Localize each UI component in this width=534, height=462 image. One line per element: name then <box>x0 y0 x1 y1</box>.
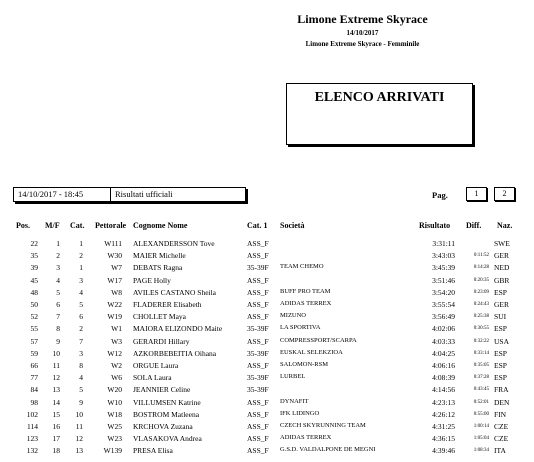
society-cell: LURBEL <box>280 373 306 381</box>
category-cell: ASS_F <box>247 397 269 407</box>
gap-cell: 0:43:45 <box>473 387 489 393</box>
category-cell: ASS_F <box>247 422 269 431</box>
society-cell: SALOMON-RSM <box>280 361 329 368</box>
mf-rank-cell: 2 <box>56 251 60 261</box>
cat-rank-cell: 11 <box>75 422 83 431</box>
race-title: Limone Extreme Skyrace <box>297 12 428 26</box>
position-cell: 39 <box>30 263 38 273</box>
col-pos-header: Pos. <box>16 221 30 230</box>
result-time-cell: 4:36:15 <box>432 434 455 444</box>
athlete-name-cell: JEANNIER Celine <box>133 385 191 395</box>
society-cell: TEAM CHEMO <box>280 263 324 271</box>
page-2-button[interactable]: 2 <box>494 187 515 201</box>
bib-cell: W22 <box>107 300 122 309</box>
society-cell: COMPRESSPORT/SCARPA <box>280 336 357 344</box>
category-cell: 35-39F <box>247 263 269 273</box>
cat-rank-cell: 5 <box>79 300 83 309</box>
page-1-button[interactable]: 1 <box>466 187 487 201</box>
result-time-cell: 4:31:25 <box>432 422 455 431</box>
mf-rank-cell: 15 <box>52 409 60 419</box>
table-row <box>0 312 534 324</box>
table-row <box>0 373 534 385</box>
category-cell: ASS_F <box>247 336 269 346</box>
cat-rank-cell: 12 <box>75 434 83 444</box>
category-cell: ASS_F <box>247 275 269 285</box>
bib-cell: W139 <box>103 446 122 456</box>
society-cell: ADIDAS TERREX <box>280 300 332 307</box>
result-time-cell: 3:31:11 <box>432 239 455 248</box>
cat-rank-cell: 7 <box>79 336 83 346</box>
result-time-cell: 3:43:03 <box>432 251 455 261</box>
cat-rank-cell: 1 <box>79 263 83 273</box>
table-row <box>0 410 534 422</box>
position-cell: 35 <box>30 251 38 261</box>
gap-cell: 0:11:52 <box>473 253 489 259</box>
cat-rank-cell: 13 <box>75 446 83 456</box>
society-cell: G.S.D. VALDALPONE DE MEGNI <box>280 446 376 454</box>
position-cell: 114 <box>27 422 38 431</box>
nationality-cell: NED <box>494 263 510 273</box>
gap-cell: 1:00:14 <box>473 424 489 429</box>
athlete-name-cell: AVILES CASTANO Sheila <box>133 287 217 297</box>
mf-rank-cell: 11 <box>52 361 60 370</box>
mf-rank-cell: 13 <box>52 385 60 395</box>
category-cell: 35-39F <box>247 348 269 358</box>
athlete-name-cell: PAGE Holly <box>133 275 171 285</box>
table-row <box>0 385 534 397</box>
position-cell: 52 <box>30 312 38 322</box>
cat-rank-cell: 4 <box>79 287 83 297</box>
category-cell: 35-39F <box>247 385 269 395</box>
nationality-cell: ITA <box>494 446 506 456</box>
athlete-name-cell: CHOLLET Maya <box>133 312 186 322</box>
gap-cell: 0:55:00 <box>473 411 489 417</box>
table-row <box>0 361 534 373</box>
table-row <box>0 349 534 361</box>
cat-rank-cell: 2 <box>79 324 83 334</box>
result-time-cell: 4:08:39 <box>432 373 455 383</box>
cat-rank-cell: 8 <box>79 361 83 370</box>
category-cell: ASS_F <box>247 300 269 309</box>
bib-cell: W10 <box>107 397 122 407</box>
mf-rank-cell: 5 <box>56 287 60 297</box>
cat-rank-cell: 3 <box>79 275 83 285</box>
society-cell: EUSKAL SELEKZIOA <box>280 348 343 356</box>
athlete-name-cell: PRESA Elisa <box>133 446 173 456</box>
mf-rank-cell: 7 <box>56 312 60 322</box>
race-date: 14/10/2017 <box>346 29 379 37</box>
nationality-cell: ESP <box>494 287 507 297</box>
position-cell: 55 <box>30 324 38 334</box>
position-cell: 59 <box>30 348 38 358</box>
result-time-cell: 4:39:46 <box>432 446 455 456</box>
bib-cell: W3 <box>111 336 122 346</box>
athlete-name-cell: GERARDI Hillary <box>133 336 190 346</box>
position-cell: 57 <box>30 336 38 346</box>
position-cell: 98 <box>30 397 38 407</box>
athlete-name-cell: VLASAKOVA Andrea <box>133 434 202 444</box>
nationality-cell: DEN <box>494 397 510 407</box>
cat-rank-cell: 2 <box>79 251 83 261</box>
status-field: Risultati ufficiali <box>110 187 246 202</box>
bib-cell: W6 <box>111 373 122 383</box>
bib-cell: W19 <box>107 312 122 322</box>
col-name-header: Cognome Nome <box>133 221 188 230</box>
society-cell: CZECH SKYRUNNING TEAM <box>280 422 366 429</box>
table-row <box>0 337 534 349</box>
category-cell: ASS_F <box>247 312 269 322</box>
result-time-cell: 4:23:13 <box>432 397 455 407</box>
category-cell: ASS_F <box>247 239 269 248</box>
nationality-cell: FRA <box>494 385 509 395</box>
bib-cell: W1 <box>111 324 122 334</box>
cat-rank-cell: 4 <box>79 373 83 383</box>
athlete-name-cell: SOLA Laura <box>133 373 172 383</box>
mf-rank-cell: 3 <box>56 263 60 273</box>
category-cell: ASS_F <box>247 287 269 297</box>
position-cell: 84 <box>30 385 38 395</box>
bib-cell: W25 <box>107 422 122 431</box>
page-label: Pag. <box>432 190 448 200</box>
bib-cell: W111 <box>104 239 122 248</box>
athlete-name-cell: ORGUE Laura <box>133 361 179 370</box>
society-cell: BUFF PRO TEAM <box>280 287 331 295</box>
result-time-cell: 4:26:12 <box>432 409 455 419</box>
col-result-header: Risultato <box>419 221 451 230</box>
cat-rank-cell: 1 <box>79 239 83 248</box>
athlete-name-cell: FLADERER Elisabeth <box>133 300 202 309</box>
nationality-cell: ESP <box>494 361 507 370</box>
col-diff-header: Diff. <box>466 221 482 230</box>
category-cell: ASS_F <box>247 361 269 370</box>
table-row <box>0 239 534 251</box>
table-row <box>0 288 534 300</box>
cat-rank-cell: 10 <box>75 409 83 419</box>
table-row <box>0 434 534 446</box>
nationality-cell: SWE <box>494 239 510 248</box>
position-cell: 77 <box>30 373 38 383</box>
result-time-cell: 4:02:06 <box>432 324 455 334</box>
society-cell: IFK LIDINGO <box>280 409 320 417</box>
category-cell: ASS_F <box>247 434 269 444</box>
col-mf-header: M/F <box>45 221 60 230</box>
result-time-cell: 3:55:54 <box>432 300 455 309</box>
gap-cell: 0:20:35 <box>473 277 489 283</box>
result-time-cell: 3:45:39 <box>432 263 455 273</box>
position-cell: 102 <box>26 409 38 419</box>
result-time-cell: 4:03:33 <box>432 336 455 346</box>
mf-rank-cell: 4 <box>56 275 60 285</box>
col-society-header: Società <box>280 221 305 230</box>
gap-cell: 0:14:28 <box>473 265 489 271</box>
gap-cell: 1:08:34 <box>473 448 489 454</box>
society-cell: DYNAFIT <box>280 397 309 405</box>
bib-cell: W2 <box>111 361 122 370</box>
athlete-name-cell: VILLUMSEN Katrine <box>133 397 201 407</box>
result-time-cell: 3:51:46 <box>432 275 455 285</box>
banner-title: ELENCO ARRIVATI <box>314 90 445 105</box>
nationality-cell: ESP <box>494 348 507 358</box>
gap-cell: 0:37:28 <box>473 375 489 381</box>
race-subtitle: Limone Extreme Skyrace - Femminile <box>305 40 420 48</box>
athlete-name-cell: KRCHOVA Zuzana <box>133 422 193 431</box>
mf-rank-cell: 10 <box>52 348 60 358</box>
position-cell: 22 <box>30 239 38 248</box>
gap-cell: 0:23:09 <box>473 289 489 295</box>
mf-rank-cell: 18 <box>52 446 60 456</box>
society-cell: LA SPORTIVA <box>280 324 321 332</box>
nationality-cell: GER <box>494 251 509 261</box>
table-row <box>0 276 534 288</box>
result-time-cell: 4:06:16 <box>432 361 455 370</box>
table-row <box>0 398 534 410</box>
nationality-cell: ESP <box>494 373 507 383</box>
datetime-field: 14/10/2017 - 18:45 <box>13 187 113 202</box>
bib-cell: W8 <box>111 287 122 297</box>
nationality-cell: FIN <box>494 409 507 419</box>
category-cell: ASS_F <box>247 409 269 419</box>
mf-rank-cell: 6 <box>56 300 60 309</box>
bib-cell: W23 <box>107 434 122 444</box>
cat-rank-cell: 3 <box>79 348 83 358</box>
nationality-cell: SUI <box>494 312 507 322</box>
athlete-name-cell: DEBATS Ragna <box>133 263 183 273</box>
table-row <box>0 251 534 263</box>
athlete-name-cell: BOSTROM Matleena <box>133 409 200 419</box>
nationality-cell: CZE <box>494 422 509 431</box>
gap-cell: 0:52:01 <box>473 399 489 405</box>
cat-rank-cell: 6 <box>79 312 83 322</box>
nationality-cell: ESP <box>494 324 507 334</box>
result-time-cell: 3:56:49 <box>432 312 455 322</box>
position-cell: 45 <box>30 275 38 285</box>
gap-cell: 0:25:38 <box>473 314 489 320</box>
nationality-cell: USA <box>494 336 510 346</box>
nationality-cell: GER <box>494 300 509 309</box>
bib-cell: W12 <box>107 348 122 358</box>
mf-rank-cell: 12 <box>52 373 60 383</box>
nationality-cell: GBR <box>494 275 510 285</box>
position-cell: 48 <box>30 287 38 297</box>
mf-rank-cell: 9 <box>56 336 60 346</box>
table-row <box>0 300 534 312</box>
mf-rank-cell: 8 <box>56 324 60 334</box>
mf-rank-cell: 16 <box>52 422 60 431</box>
position-cell: 132 <box>26 446 38 456</box>
position-cell: 123 <box>26 434 38 444</box>
nationality-cell: CZE <box>494 434 509 444</box>
gap-cell: 0:35:05 <box>473 363 489 368</box>
gap-cell: 1:05:04 <box>473 436 489 442</box>
bib-cell: W18 <box>107 409 122 419</box>
gap-cell: 0:30:55 <box>473 326 489 332</box>
bib-cell: W20 <box>107 385 122 395</box>
table-row <box>0 422 534 434</box>
bib-cell: W17 <box>107 275 122 285</box>
athlete-name-cell: MAIER Michelle <box>133 251 186 261</box>
athlete-name-cell: MAIORA ELIZONDO Maite <box>133 324 223 334</box>
table-row <box>0 446 534 458</box>
category-cell: ASS_F <box>247 446 269 456</box>
col-cat1-header: Cat. 1 <box>247 221 268 230</box>
athlete-name-cell: AZKORBEBEITIA Oihana <box>133 348 217 358</box>
category-cell: 35-39F <box>247 373 269 383</box>
mf-rank-cell: 14 <box>52 397 60 407</box>
mf-rank-cell: 1 <box>56 239 60 248</box>
bib-cell: W30 <box>107 251 122 261</box>
cat-rank-cell: 5 <box>79 385 83 395</box>
col-cat-header: Cat. <box>70 221 85 230</box>
col-bib-header: Pettorale <box>95 221 127 230</box>
society-cell: MIZUNO <box>280 312 306 320</box>
cat-rank-cell: 9 <box>79 397 83 407</box>
category-cell: 35-39F <box>247 324 269 334</box>
bib-cell: W7 <box>111 263 122 273</box>
result-time-cell: 4:04:25 <box>432 348 455 358</box>
position-cell: 50 <box>30 300 38 309</box>
society-cell: ADIDAS TERREX <box>280 434 332 442</box>
results-banner <box>286 83 473 145</box>
table-row <box>0 324 534 336</box>
mf-rank-cell: 17 <box>52 434 60 444</box>
category-cell: ASS_F <box>247 251 269 261</box>
athlete-name-cell: ALEXANDERSSON Tove <box>133 239 215 248</box>
gap-cell: 0:24:43 <box>473 302 489 307</box>
result-time-cell: 3:54:20 <box>432 287 455 297</box>
result-time-cell: 4:14:56 <box>432 385 455 395</box>
table-row <box>0 263 534 275</box>
gap-cell: 0:32:22 <box>473 338 489 344</box>
gap-cell: 0:33:14 <box>473 350 489 356</box>
col-nat-header: Naz. <box>497 221 513 230</box>
position-cell: 66 <box>30 361 38 370</box>
